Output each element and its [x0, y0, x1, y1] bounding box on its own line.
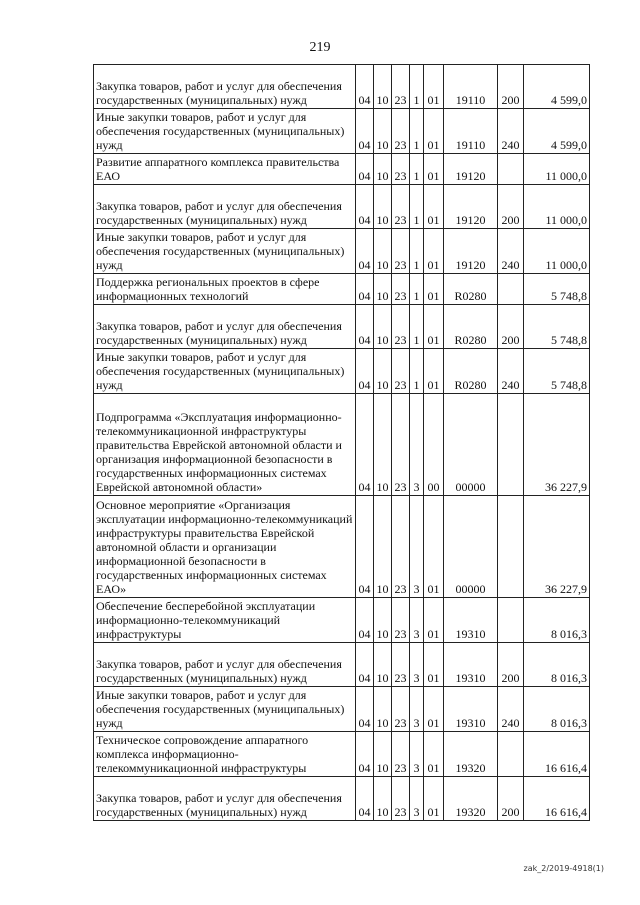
row-name: Закупка товаров, работ и услуг для обеспечения государственных (муниципальных) нужд [94, 185, 356, 229]
row-name: Иные закупки товаров, работ и услуг для обеспечения государственных (муниципальных) нужд [94, 229, 356, 274]
pr-code: 10 [374, 687, 392, 732]
row-name: Техническое сопровождение аппаратного комплекса информационно-телекоммуникационной инфраструктуры [94, 732, 356, 777]
pr-code: 10 [374, 229, 392, 274]
document-code: zak_2/2019-4918(1) [523, 864, 604, 873]
amount: 36 227,9 [524, 496, 590, 598]
amount: 8 016,3 [524, 598, 590, 643]
pr-code: 10 [374, 394, 392, 496]
direction-code: 19120 [444, 154, 498, 185]
activity-code: 01 [424, 109, 444, 154]
vr-code [498, 274, 524, 305]
subprogram-code: 3 [410, 598, 424, 643]
subprogram-code: 1 [410, 349, 424, 394]
row-name: Подпрограмма «Эксплуатация информационно-телекоммуникационной инфраструктуры правительства Еврейской автономной области и организация информационной безопасности в государственных информационных системах Еврейской автономной области» [94, 394, 356, 496]
page-number: 219 [309, 40, 331, 55]
vr-code: 200 [498, 185, 524, 229]
rz-code: 04 [356, 274, 374, 305]
vr-code [498, 496, 524, 598]
rz-code: 04 [356, 687, 374, 732]
rz-code: 04 [356, 732, 374, 777]
amount: 36 227,9 [524, 394, 590, 496]
rz-code: 04 [356, 496, 374, 598]
pr-code: 10 [374, 777, 392, 821]
pr-code: 10 [374, 496, 392, 598]
rz-code: 04 [356, 185, 374, 229]
activity-code: 01 [424, 65, 444, 109]
amount: 4 599,0 [524, 65, 590, 109]
table-row [94, 394, 590, 496]
amount: 11 000,0 [524, 229, 590, 274]
subprogram-code: 3 [410, 394, 424, 496]
amount: 5 748,8 [524, 274, 590, 305]
activity-code: 01 [424, 732, 444, 777]
pr-code: 10 [374, 65, 392, 109]
vr-code: 200 [498, 643, 524, 687]
program-code: 23 [392, 274, 410, 305]
program-code: 23 [392, 732, 410, 777]
budget-table [93, 64, 590, 821]
table-row [94, 643, 590, 687]
table-row [94, 229, 590, 274]
amount: 16 616,4 [524, 732, 590, 777]
pr-code: 10 [374, 274, 392, 305]
row-name: Иные закупки товаров, работ и услуг для обеспечения государственных (муниципальных) нужд [94, 109, 356, 154]
program-code: 23 [392, 777, 410, 821]
activity-code: 01 [424, 496, 444, 598]
table-row [94, 154, 590, 185]
table-row [94, 185, 590, 229]
program-code: 23 [392, 643, 410, 687]
activity-code: 01 [424, 274, 444, 305]
rz-code: 04 [356, 643, 374, 687]
subprogram-code: 1 [410, 305, 424, 349]
row-name: Закупка товаров, работ и услуг для обеспечения государственных (муниципальных) нужд [94, 777, 356, 821]
direction-code: R0280 [444, 274, 498, 305]
subprogram-code: 1 [410, 185, 424, 229]
table-row [94, 777, 590, 821]
row-name: Основное мероприятие «Организация эксплуатации информационно-телекоммуникаций инфраструктуры правительства Еврейской автономной области и организации информационной безопасности в государственных информационных системах ЕАО» [94, 496, 356, 598]
subprogram-code: 1 [410, 154, 424, 185]
amount: 11 000,0 [524, 185, 590, 229]
subprogram-code: 1 [410, 109, 424, 154]
direction-code: 19110 [444, 65, 498, 109]
direction-code: R0280 [444, 305, 498, 349]
vr-code: 240 [498, 109, 524, 154]
amount: 8 016,3 [524, 687, 590, 732]
direction-code: 19310 [444, 643, 498, 687]
program-code: 23 [392, 154, 410, 185]
direction-code: 19310 [444, 687, 498, 732]
vr-code [498, 394, 524, 496]
pr-code: 10 [374, 643, 392, 687]
vr-code: 200 [498, 305, 524, 349]
row-name: Закупка товаров, работ и услуг для обеспечения государственных (муниципальных) нужд [94, 65, 356, 109]
program-code: 23 [392, 109, 410, 154]
subprogram-code: 3 [410, 777, 424, 821]
rz-code: 04 [356, 349, 374, 394]
table-row [94, 65, 590, 109]
program-code: 23 [392, 598, 410, 643]
amount: 8 016,3 [524, 643, 590, 687]
rz-code: 04 [356, 305, 374, 349]
rz-code: 04 [356, 777, 374, 821]
table-row [94, 598, 590, 643]
subprogram-code: 3 [410, 496, 424, 598]
direction-code: 19310 [444, 598, 498, 643]
activity-code: 01 [424, 229, 444, 274]
rz-code: 04 [356, 598, 374, 643]
amount: 16 616,4 [524, 777, 590, 821]
row-name: Развитие аппаратного комплекса правительства ЕАО [94, 154, 356, 185]
activity-code: 01 [424, 687, 444, 732]
amount: 11 000,0 [524, 154, 590, 185]
pr-code: 10 [374, 732, 392, 777]
rz-code: 04 [356, 394, 374, 496]
table-row [94, 109, 590, 154]
activity-code: 01 [424, 154, 444, 185]
direction-code: R0280 [444, 349, 498, 394]
table-row [94, 687, 590, 732]
table-row [94, 305, 590, 349]
amount: 5 748,8 [524, 305, 590, 349]
program-code: 23 [392, 229, 410, 274]
activity-code: 00 [424, 394, 444, 496]
subprogram-code: 3 [410, 643, 424, 687]
program-code: 23 [392, 687, 410, 732]
rz-code: 04 [356, 65, 374, 109]
row-name: Закупка товаров, работ и услуг для обеспечения государственных (муниципальных) нужд [94, 305, 356, 349]
pr-code: 10 [374, 109, 392, 154]
direction-code: 00000 [444, 496, 498, 598]
vr-code: 240 [498, 687, 524, 732]
row-name: Закупка товаров, работ и услуг для обеспечения государственных (муниципальных) нужд [94, 643, 356, 687]
pr-code: 10 [374, 305, 392, 349]
pr-code: 10 [374, 349, 392, 394]
pr-code: 10 [374, 154, 392, 185]
direction-code: 19320 [444, 732, 498, 777]
activity-code: 01 [424, 777, 444, 821]
program-code: 23 [392, 65, 410, 109]
program-code: 23 [392, 185, 410, 229]
subprogram-code: 3 [410, 732, 424, 777]
program-code: 23 [392, 394, 410, 496]
program-code: 23 [392, 349, 410, 394]
activity-code: 01 [424, 185, 444, 229]
direction-code: 00000 [444, 394, 498, 496]
program-code: 23 [392, 305, 410, 349]
row-name: Иные закупки товаров, работ и услуг для обеспечения государственных (муниципальных) нужд [94, 687, 356, 732]
row-name: Поддержка региональных проектов в сфере информационных технологий [94, 274, 356, 305]
program-code: 23 [392, 496, 410, 598]
direction-code: 19320 [444, 777, 498, 821]
rz-code: 04 [356, 154, 374, 185]
subprogram-code: 3 [410, 687, 424, 732]
table-row [94, 496, 590, 598]
activity-code: 01 [424, 305, 444, 349]
activity-code: 01 [424, 598, 444, 643]
vr-code [498, 154, 524, 185]
subprogram-code: 1 [410, 65, 424, 109]
row-name: Обеспечение бесперебойной эксплуатации информационно-телекоммуникаций инфраструктуры [94, 598, 356, 643]
amount: 4 599,0 [524, 109, 590, 154]
activity-code: 01 [424, 643, 444, 687]
amount: 5 748,8 [524, 349, 590, 394]
table-row [94, 732, 590, 777]
table-row [94, 349, 590, 394]
pr-code: 10 [374, 598, 392, 643]
vr-code: 200 [498, 65, 524, 109]
direction-code: 19110 [444, 109, 498, 154]
subprogram-code: 1 [410, 229, 424, 274]
vr-code: 240 [498, 349, 524, 394]
row-name: Иные закупки товаров, работ и услуг для обеспечения государственных (муниципальных) нужд [94, 349, 356, 394]
table-row [94, 274, 590, 305]
subprogram-code: 1 [410, 274, 424, 305]
vr-code: 240 [498, 229, 524, 274]
activity-code: 01 [424, 349, 444, 394]
direction-code: 19120 [444, 185, 498, 229]
pr-code: 10 [374, 185, 392, 229]
vr-code [498, 598, 524, 643]
vr-code [498, 732, 524, 777]
vr-code: 200 [498, 777, 524, 821]
rz-code: 04 [356, 109, 374, 154]
rz-code: 04 [356, 229, 374, 274]
direction-code: 19120 [444, 229, 498, 274]
